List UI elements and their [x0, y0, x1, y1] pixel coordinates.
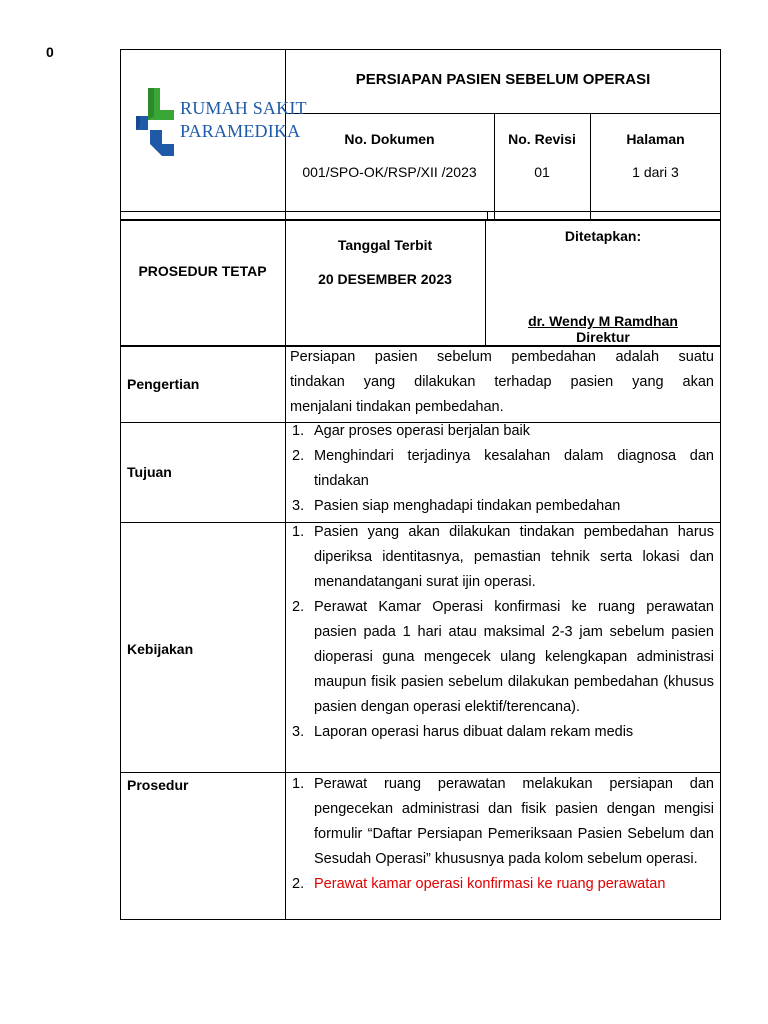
approved-label: Ditetapkan:: [564, 228, 642, 244]
kebijakan-label: Kebijakan: [127, 641, 194, 657]
logo-line2: PARAMEDIKA: [180, 121, 301, 141]
doc-no-label: No. Dokumen: [344, 131, 435, 147]
list-item: 2. Perawat kamar operasi konfirmasi ke ruang perawatan: [292, 876, 666, 892]
pengertian-line: menjalani tindakan pembedahan.: [290, 399, 504, 415]
pengertian-label: Pengertian: [127, 376, 200, 392]
page-value: 1 dari 3: [632, 164, 679, 180]
list-item: 1. Perawat ruang perawatan melakukan persiapan dan pengecekan administrasi dan fisik pasien dengan mengisi formulir “Daftar Persiapan Pemeriksaan Pasien Sebelum dan Sesudah Operasi” khususnya pada kolom sebelum operasi.: [292, 776, 714, 867]
procedure-label: PROSEDUR TETAP: [138, 263, 267, 279]
tujuan-list: [286, 419, 714, 519]
kebijakan-list: [286, 520, 714, 745]
page-number: 0: [46, 44, 54, 60]
document-title: PERSIAPAN PASIEN SEBELUM OPERASI: [355, 71, 651, 88]
prosedur-list: [286, 772, 714, 897]
hospital-cross-icon: [134, 86, 178, 158]
logo-line1: RUMAH SAKIT: [180, 98, 307, 118]
list-item: 1. Agar proses operasi berjalan baik: [292, 423, 531, 439]
prosedur-label: Prosedur: [127, 777, 189, 793]
list-item: 3. Laporan operasi harus dibuat dalam rekam medis: [292, 724, 634, 740]
tujuan-label: Tujuan: [127, 464, 172, 480]
revision-value: 01: [534, 164, 550, 180]
hospital-logo: [134, 86, 178, 158]
doc-no-value: 001/SPO-OK/RSP/XII /2023: [302, 164, 477, 180]
list-item: 3. Pasien siap menghadapi tindakan pembedahan: [292, 498, 621, 514]
pengertian-line: tindakan yang dilakukan terhadap pasien yang akan: [290, 374, 714, 390]
pengertian-line: Persiapan pasien sebelum pembedahan adalah suatu: [290, 349, 714, 365]
issue-date-value: 20 DESEMBER 2023: [318, 271, 452, 287]
issue-date-label: Tanggal Terbit: [337, 237, 433, 253]
approver-title: Direktur: [576, 329, 630, 345]
highlighted-text: Perawat kamar operasi konfirmasi ke ruang perawatan: [314, 876, 666, 892]
page-label: Halaman: [626, 131, 685, 147]
approver-name: dr. Wendy M Ramdhan: [528, 313, 678, 329]
list-item: 2. Perawat Kamar Operasi konfirmasi ke ruang perawatan pasien pada 1 hari atau maksimal 2-3 jam sebelum pasien dioperasi guna mengecek ulang kelengkapan administrasi maupun fisik pasien sebelum dilakukan pembedahan (khusus pasien dengan operasi elektif/terencana).: [292, 599, 714, 715]
list-item: 2. Menghindari terjadinya kesalahan dalam diagnosa dan tindakan: [292, 448, 714, 489]
list-item: 1. Pasien yang akan dilakukan tindakan pembedahan harus diperiksa identitasnya, pemastian tehnik serta lokasi dan menandatangani surat ijin operasi.: [292, 524, 714, 590]
revision-label: No. Revisi: [508, 131, 576, 147]
pengertian-text: [290, 345, 714, 420]
